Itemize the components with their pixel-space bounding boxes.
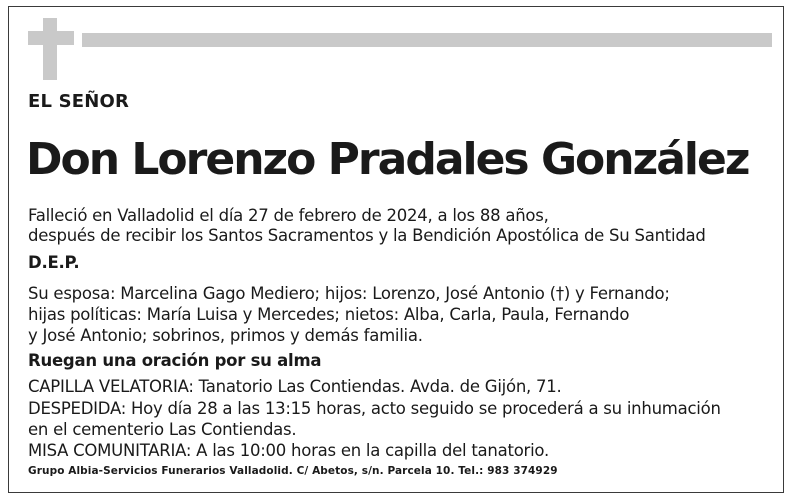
dep-label: D.E.P. [28, 253, 80, 272]
funeral-home-footer: Grupo Albia-Servicios Funerarios Valladolid. C/ Abetos, s/n. Parcela 10. Tel.: 983 374929 [28, 465, 558, 477]
death-line-1: Falleció en Valladolid el día 27 de febrero de 2024, a los 88 años, [28, 206, 549, 225]
cross-icon [43, 18, 57, 80]
mass-info: MISA COMUNITARIA: A las 10:00 horas en la capilla del tanatorio. [28, 441, 549, 460]
death-line-2: después de recibir los Santos Sacramentos y la Bendición Apostólica de Su Santidad [28, 226, 706, 245]
deceased-name: Don Lorenzo Pradales González [26, 134, 749, 185]
farewell-line-1: DESPEDIDA: Hoy día 28 a las 13:15 horas, acto seguido se procederá a su inhumación [28, 399, 721, 418]
chapel-info: CAPILLA VELATORIA: Tanatorio Las Contiendas. Avda. de Gijón, 71. [28, 377, 562, 396]
cross-icon-bar [28, 31, 74, 45]
family-line-1: Su esposa: Marcelina Gago Mediero; hijos: Lorenzo, José Antonio (†) y Fernando; [28, 284, 670, 303]
prayer-request: Ruegan una oración por su alma [28, 351, 322, 370]
family-line-3: y José Antonio; sobrinos, primos y demás familia. [28, 326, 423, 345]
farewell-line-2: en el cementerio Las Contiendas. [28, 420, 297, 439]
honorific: EL SEÑOR [28, 91, 130, 112]
family-line-2: hijas políticas: María Luisa y Mercedes; nietos: Alba, Carla, Paula, Fernando [28, 305, 630, 324]
header-rule [82, 33, 772, 47]
